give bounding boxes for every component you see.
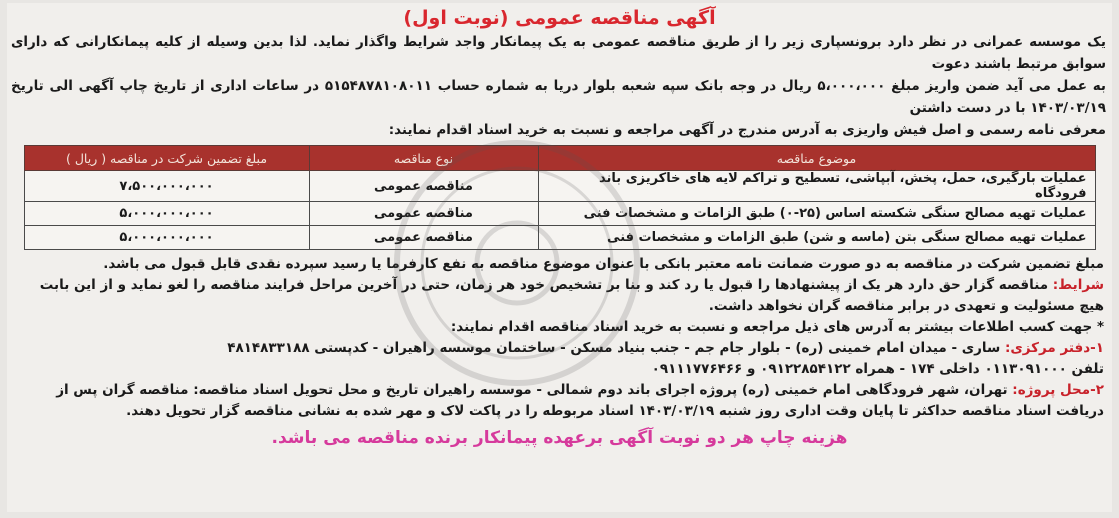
row-type: مناقصه عمومی [309, 226, 538, 250]
row-subject: عملیات تهیه مصالح سنگی شکسته اساس (۲۵-۰) طبق الزامات و مشخصات فنی [538, 202, 1095, 226]
table-row [24, 171, 1095, 202]
row-subject: عملیات تهیه مصالح سنگی بتن (ماسه و شن) طبق الزامات و مشخصات فنی [538, 226, 1095, 250]
tender-notice [7, 3, 1112, 512]
col-type-header: نوع مناقصه [309, 146, 538, 171]
intro-line: به عمل می آید ضمن واریز مبلغ ۵،۰۰۰،۰۰۰ ریال در وجه بانک سپه شعبه بلوار دریا به شماره حساب ۵۱۵۴۸۷۸۱۰۸۰۱۱ در ساعات اداری از تاریخ چاپ آگهی الی تاریخ ۱۴۰۳/۰۳/۱۹ با در دست داشتن [11, 78, 1106, 116]
central-office-paragraph [13, 338, 1104, 359]
project-site-paragraph [13, 380, 1104, 422]
conditions-text: مناقصه گزار حق دارد هر یک از پیشنهادها را قبول یا رد کند و بنا بر تشخیص خود هر زمان، حتی در آخرین مراحل فرایند مناقصه را لغو نماید و از این بابت هیچ مسئولیت و تعهدی در برابر مناقصه گران نخواهد داشت. [39, 277, 1104, 314]
intro-paragraph [11, 31, 1106, 141]
intro-line: یک موسسه عمرانی در نظر دارد برونسپاری زیر را از طریق مناقصه عمومی به یک پیمانکار واجد شرایط واگذار نماید. لذا بدین وسیله از کلیه پیمانکارانی که دارای سوابق مرتبط باشند دعوت [11, 34, 1106, 72]
conditions-label: شرایط: [1052, 277, 1104, 293]
table-row [24, 226, 1095, 250]
table-row [24, 202, 1095, 226]
central-office-label: ۱-دفتر مرکزی: [1004, 340, 1104, 356]
info-line: * جهت کسب اطلاعات بیشتر به آدرس های ذیل مراجعه و نسبت به خرید اسناد مناقصه اقدام نمایند: [450, 319, 1104, 335]
row-type: مناقصه عمومی [309, 171, 538, 202]
intro-line: معرفی نامه رسمی و اصل فیش واریزی به آدرس مندرج در آگهی مراجعه و نسبت به خرید اسناد اقدام نمایند: [388, 122, 1106, 138]
conditions-paragraph [13, 275, 1104, 317]
row-amount: ۷،۵۰۰،۰۰۰،۰۰۰ [24, 171, 309, 202]
row-amount: ۵،۰۰۰،۰۰۰،۰۰۰ [24, 226, 309, 250]
project-site-text: تهران، شهر فرودگاهی امام خمینی (ره) پروژه اجرای باند دوم شمالی - موسسه راهیران تاریخ و محل تحویل اسناد مناقصه: مناقصه گران پس از دریافت اسناد مناقصه حداکثر تا پایان وقت اداری روز شنبه ۱۴۰۳/۰۳/۱۹ اسناد مربوطه را در پاکت لاک و مهر شده به نشانی مناقصه گزار تحویل دهند. [56, 382, 1104, 419]
col-amount-header: مبلغ تضمین شرکت در مناقصه ( ریال ) [24, 146, 309, 171]
notice-body [13, 254, 1104, 422]
row-subject: عملیات بارگیری، حمل، پخش، آبپاشی، تسطیح و تراکم لایه های خاکریزی باند فرودگاه [538, 171, 1095, 202]
notice-title: آگهی مناقصه عمومی (نوبت اول) [403, 7, 716, 29]
central-office-phones: تلفن ۰۱۱۳۰۹۱۰۰۰ داخلی ۱۷۴ - همراه ۰۹۱۲۲۸۵۴۱۲۲ و ۰۹۱۱۱۷۷۶۴۶۶ [651, 361, 1104, 377]
table-header-row [24, 146, 1095, 171]
row-type: مناقصه عمومی [309, 202, 538, 226]
project-site-label: ۲-محل پروژه: [1012, 382, 1104, 398]
col-subject-header: موضوع مناقصه [538, 146, 1095, 171]
tender-table [24, 145, 1096, 250]
row-amount: ۵،۰۰۰،۰۰۰،۰۰۰ [24, 202, 309, 226]
guarantee-text: مبلغ تضمین شرکت در مناقصه به دو صورت ضمانت نامه معتبر بانکی با عنوان موضوع مناقصه به نفع کارفرما یا رسید سپرده نقدی قابل قبول می باشد. [103, 256, 1104, 272]
central-office-address: ساری - میدان امام خمینی (ره) - بلوار جام جم - جنب بنیاد مسکن - ساختمان موسسه راهیران - کدپستی ۴۸۱۴۸۳۳۱۸۸ [227, 340, 1001, 356]
footer-note: هزینه چاپ هر دو نوبت آگهی برعهده پیمانکار برنده مناقصه می باشد. [271, 428, 848, 448]
